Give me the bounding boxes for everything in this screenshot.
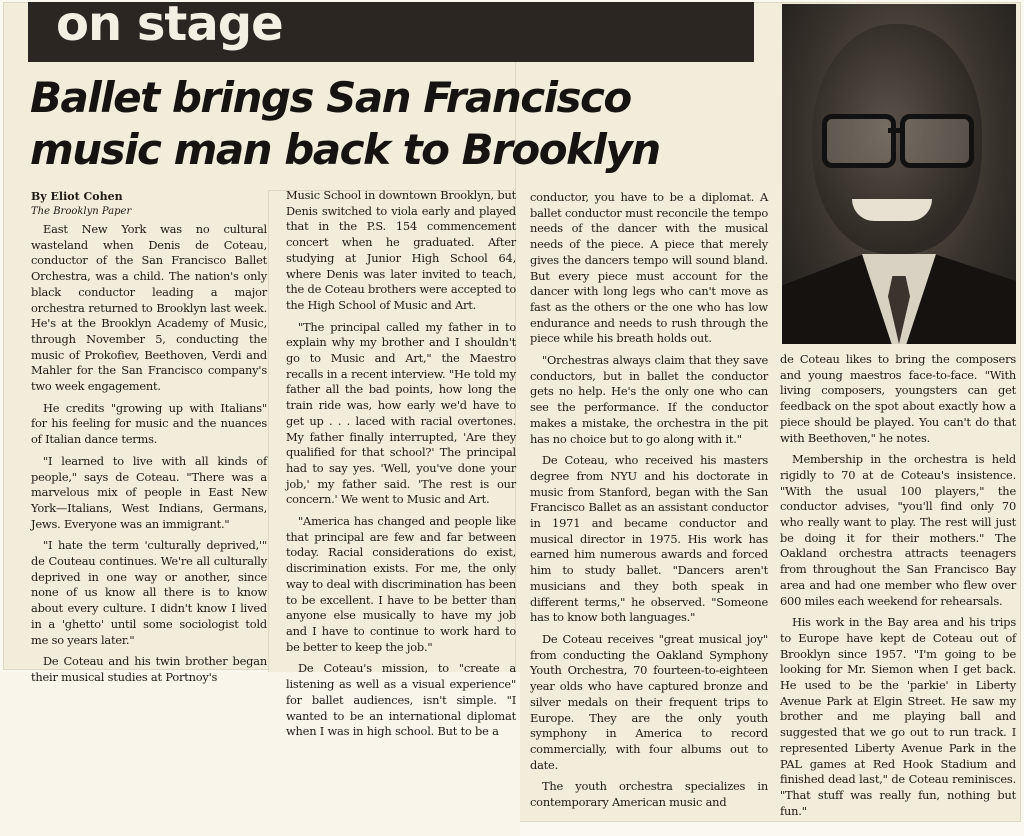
article-paragraph: Membership in the orchestra is held rigidly to 70 at de Coteau's insistence. "With the usual 100 players," the conductor advises, "you'll find only 70 who really want to play. The rest will just be doing it for their mothers." The Oakland orchestra attracts teenagers from throughout the San Francisco Bay area and had one member who flew over 600 miles each weekend for rehearsals.	[780, 452, 1016, 608]
article-paragraph: His work in the Bay area and his trips to Europe have kept de Coteau out of Brooklyn since 1957. "I'm going to be looking for Mr. Siemon when I get back. He used to be the 'parkie' in Liberty Avenue Park at Elgin Street. He saw my brother and me playing ball and suggested that we go out to run track. I represented Liberty Avenue Park in the PAL games at Red Hook Stadium and finished dead last," de Coteau reminisces. "That stuff was really fun, nothing but fun."	[780, 615, 1016, 818]
article-paragraph: The youth orchestra specializes in contemporary American music and	[530, 779, 768, 810]
article-column-1	[31, 222, 267, 692]
article-paragraph: de Coteau likes to bring the composers and young maestros face-to-face. "With living composers, youngsters can get feedback on the spot about exactly how a piece should be played. You can't do that with Beethoven," he notes.	[780, 352, 1016, 445]
article-paragraph: "America has changed and people like that principal are few and far between today. Racial considerations do exist, discrimination exists. For me, the only way to deal with discrimination has been to be excellent. I have to be better than anyone else musically to have my job and I have to continue to work hard to be better to keep the job."	[286, 514, 516, 654]
article-column-3	[530, 190, 768, 817]
headline-line-1: Ballet brings San Francisco	[30, 73, 631, 122]
article-paragraph: "Orchestras always claim that they save conductors, but in ballet the conductor gets no help. He's the only one who can see the performance. If the conductor makes a mistake, the orchestra in the pit has no choice but to go along with it."	[530, 353, 768, 446]
article-paragraph: conductor, you have to be a diplomat. A ballet conductor must reconcile the tempo needs of the dancer with the musical needs of the piece. A piece that merely gives the dancers tempo will sound bland. But every piece must account for the dancer with long legs who can't move as fast as the others or the one who has low endurance and needs to rush through the piece while his breath holds out.	[530, 190, 768, 346]
section-title: on stage	[56, 0, 283, 52]
article-paragraph: Music School in downtown Brooklyn, but Denis switched to viola early and played that in the P.S. 154 commencement concert when he graduated. After studying at Junior High School 64, where Denis was later invited to teach, the de Coteau brothers were accepted to the High School of Music and Art.	[286, 188, 516, 312]
headline-line-2: music man back to Brooklyn	[30, 125, 660, 174]
article-paragraph: East New York was no cultural wasteland when Denis de Coteau, conductor of the San Francisco Ballet Orchestra, was a child. The nation's only black conductor leading a major orchestra returned to Brooklyn last week. He's at the Brooklyn Academy of Music, through November 5, conducting the music of Prokofiev, Beethoven, Verdi and Mahler for the San Francisco company's two week engagement.	[31, 222, 267, 394]
article-column-4	[780, 352, 1016, 825]
portrait-smile	[852, 199, 932, 221]
article-paragraph: De Coteau receives "great musical joy" from conducting the Oakland Symphony Youth Orchestra, 70 fourteen-to-eighteen year olds who have captured bronze and silver medals on their frequent trips to Europe. They are the only youth symphony in America to record commercially, with four albums out to date.	[530, 631, 768, 772]
article-paragraph: "The principal called my father in to explain why my brother and I shouldn't go to Music and Art," the Maestro recalls in a recent interview. "He told my father all the bad points, how long the train ride was, how early we'd have to get up . . . laced with racial overtones. My father finally interrupted, 'Are they qualified for that school?' The principal had to say yes. 'Well, you've done your job,' my father said. 'The rest is our concern.' We went to Music and Art.	[286, 319, 516, 507]
headline	[30, 72, 710, 176]
section-banner	[28, 2, 754, 62]
article-paragraph: De Coteau's mission, to "create a listening as well as a visual experience" for ballet audiences, isn't simple. "I wanted to be an international diplomat when I was in high school. But to be a	[286, 661, 516, 739]
source-publication: The Brooklyn Paper	[31, 206, 132, 217]
article-paragraph: He credits "growing up with Italians" for his feeling for music and the nuances of Italian dance terms.	[31, 400, 267, 447]
article-paragraph: De Coteau and his twin brother began their musical studies at Portnoy's	[31, 654, 267, 684]
portrait-glasses	[822, 114, 972, 164]
article-paragraph: "I learned to live with all kinds of people," says de Coteau. "There was a marvelous mix of people in East New York—Italians, West Indians, Germans, Jews. Everyone was an immigrant."	[31, 453, 267, 531]
byline: By Eliot Cohen	[31, 190, 123, 203]
article-column-2	[286, 188, 516, 746]
article-paragraph: De Coteau, who received his masters degree from NYU and his doctorate in music from Stanford, began with the San Francisco Ballet as an assistant conductor in 1971 and became conductor and musical director in 1975. His work has earned him numerous awards and forced him to study ballet. "Dancers aren't musicians and they both speak in different terms," he observed. "Someone has to know both languages."	[530, 453, 768, 625]
portrait-photo	[782, 4, 1016, 344]
article-paragraph: "I hate the term 'culturally deprived,'" de Couteau continues. We're all culturally deprived in one way or another, since none of us know all there is to know about every culture. I didn't know I lived in a 'ghetto' until some sociologist told me so years later."	[31, 538, 267, 647]
